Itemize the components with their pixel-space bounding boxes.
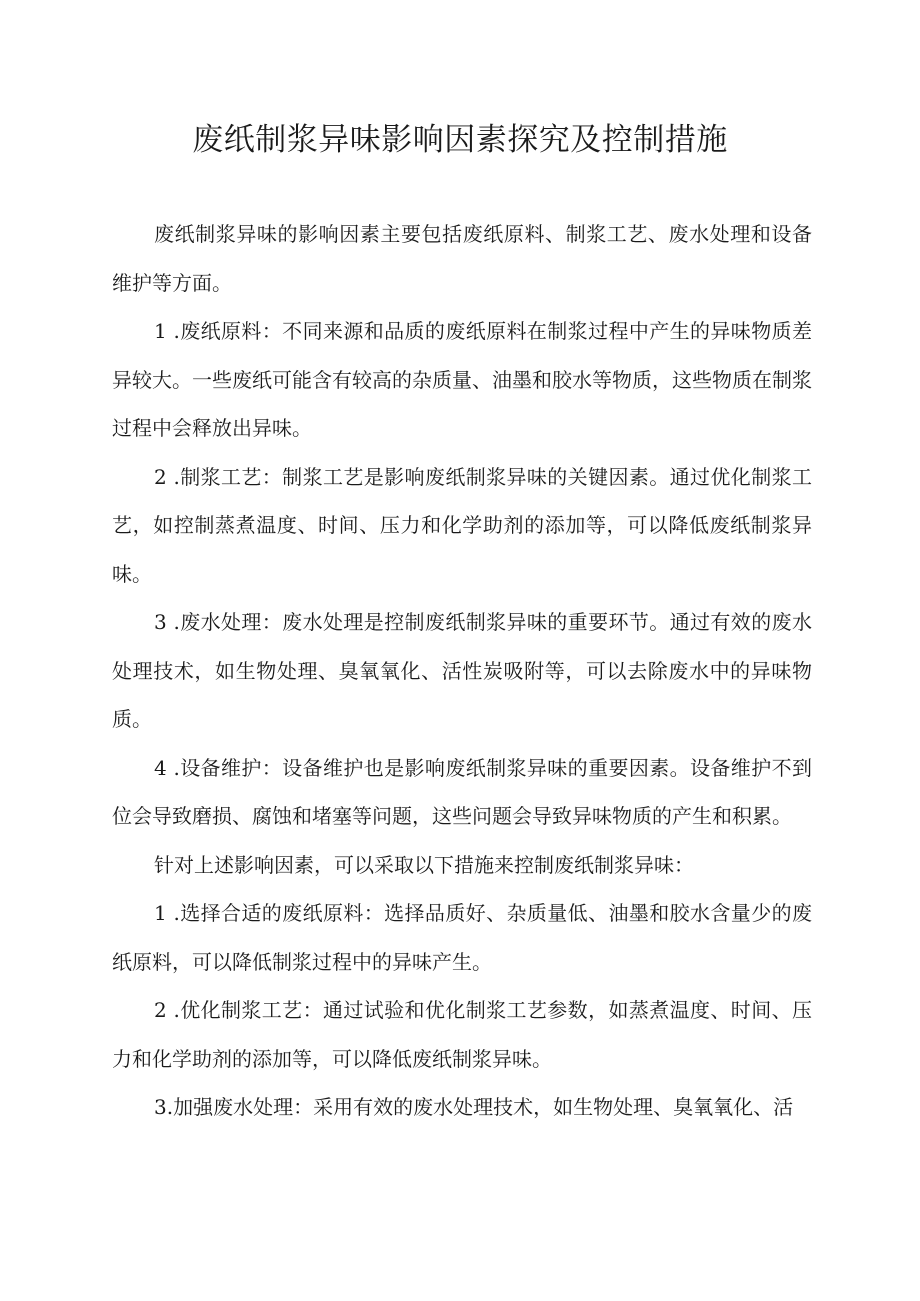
paragraph-measure-raw-material: 1 .选择合适的废纸原料：选择品质好、杂质量低、油墨和胶水含量少的废纸原料，可以降低制浆过程中的异味产生。 bbox=[112, 901, 812, 974]
paragraph-factor-maintenance: 4 .设备维护：设备维护也是影响废纸制浆异味的重要因素。设备维护不到位会导致磨损、腐蚀和堵塞等问题，这些问题会导致异味物质的产生和积累。 bbox=[112, 755, 812, 828]
paragraph-factor-pulping-process: 2 .制浆工艺：制浆工艺是影响废纸制浆异味的关键因素。通过优化制浆工艺，如控制蒸煮温度、时间、压力和化学助剂的添加等，可以降低废纸制浆异味。 bbox=[112, 464, 812, 586]
paragraph-measure-wastewater: 3.加强废水处理：采用有效的废水处理技术，如生物处理、臭氧氧化、活 bbox=[154, 1095, 794, 1119]
paragraph-factor-raw-material: 1 .废纸原料：不同来源和品质的废纸原料在制浆过程中产生的异味物质差异较大。一些废纸可能含有较高的杂质量、油墨和胶水等物质，这些物质在制浆过程中会释放出异味。 bbox=[112, 319, 812, 440]
document-body bbox=[112, 210, 812, 1132]
paragraph-factor-wastewater: 3 .废水处理：废水处理是控制废纸制浆异味的重要环节。通过有效的废水处理技术，如生物处理、臭氧氧化、活性炭吸附等，可以去除废水中的异味物质。 bbox=[112, 610, 812, 731]
paragraph-intro: 废纸制浆异味的影响因素主要包括废纸原料、制浆工艺、废水处理和设备维护等方面。 bbox=[112, 222, 812, 295]
document-title: 废纸制浆异味影响因素探究及控制措施 bbox=[192, 122, 728, 158]
paragraph-measures-intro: 针对上述影响因素，可以采取以下措施来控制废纸制浆异味： bbox=[154, 852, 694, 877]
paragraph-measure-process: 2 .优化制浆工艺：通过试验和优化制浆工艺参数，如蒸煮温度、时间、压力和化学助剂的添加等，可以降低废纸制浆异味。 bbox=[112, 998, 812, 1071]
